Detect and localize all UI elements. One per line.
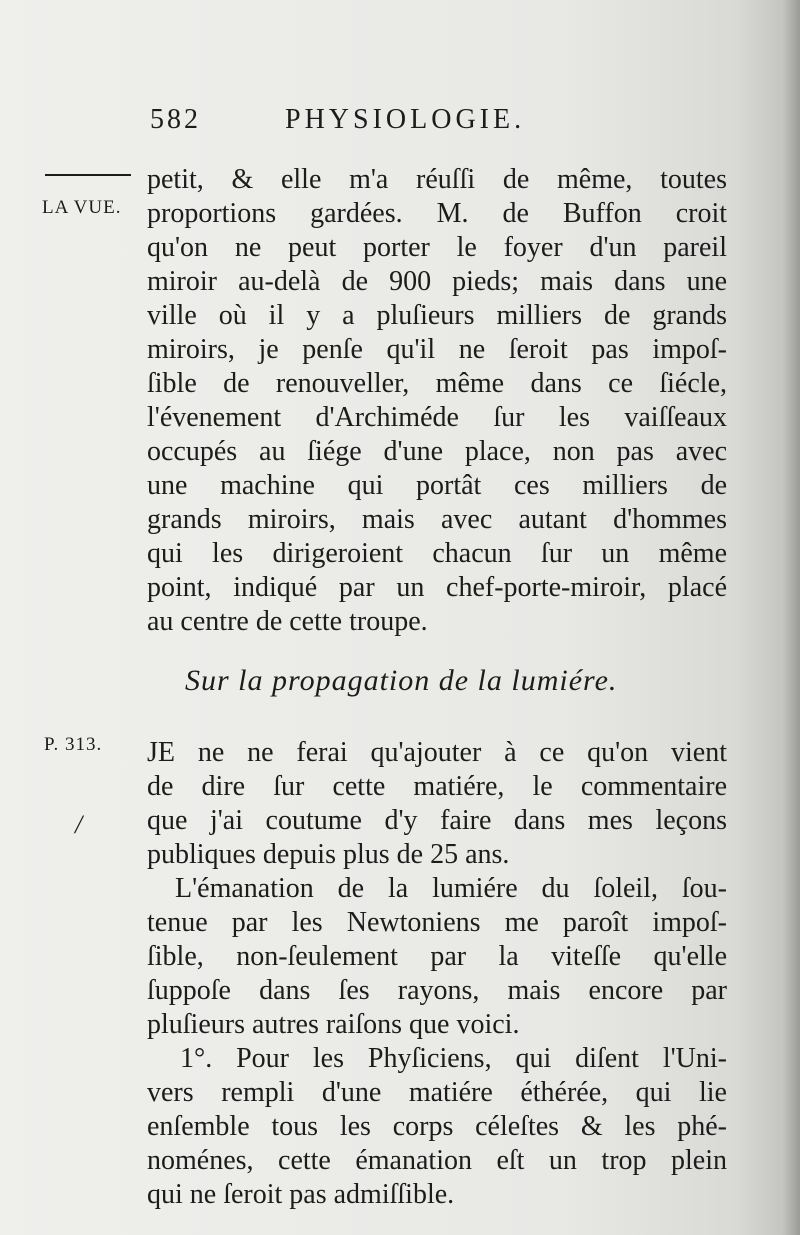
page-edge-shadow [782,0,800,1235]
text-line: noménes, cette émanation eſt un trop plein [147,1145,727,1176]
text-line: publiques depuis plus de 25 ans. [147,839,510,870]
text-line: point, indiqué par un chef-porte-miroir, placé [147,572,727,603]
margin-note-section: LA VUE. [42,197,122,218]
text-line: tenue par les Newtoniens me paroît impoſ- [147,907,727,938]
text-line: JE ne ne ferai qu'ajouter à ce qu'on vient [147,737,727,768]
page-number: 582 [150,104,201,135]
text-line: vers rempli d'une matiére éthérée, qui lie [147,1077,727,1108]
text-line: au centre de cette troupe. [147,606,428,637]
text-line: une machine qui portât ces milliers de [147,470,727,501]
text-line: de dire ſur cette matiére, le commentaire [147,771,727,802]
text-line: miroirs, je penſe qu'il ne ſeroit pas impoſ- [147,334,727,365]
text-line: qu'on ne peut porter le foyer d'un pareil [147,232,727,263]
margin-pen-mark: / [75,810,84,839]
text-line: qui ne ſeroit pas admiſſible. [147,1179,455,1210]
text-line: que j'ai coutume d'y faire dans mes leçons [147,805,727,836]
margin-note-reference: P. 313. [44,734,103,755]
text-line: occupés au ſiége d'une place, non pas avec [147,436,727,467]
text-line: petit, & elle m'a réuſſi de même, toutes [147,164,727,195]
text-line: ſuppoſe dans ſes rayons, mais encore par [147,975,727,1006]
section-rule [45,174,131,176]
text-line: pluſieurs autres raiſons que voici. [147,1009,520,1040]
text-line: enſemble tous les corps céleſtes & les phé- [147,1111,727,1142]
text-line: ville où il y a pluſieurs milliers de grands [147,300,727,331]
text-line: miroir au-delà de 900 pieds; mais dans une [147,266,727,297]
text-line: ſible, non-ſeulement par la viteſſe qu'elle [147,941,727,972]
text-line: ſible de renouveller, même dans ce ſiécle, [147,368,727,399]
text-line: L'émanation de la lumiére du ſoleil, ſou- [175,873,727,904]
running-title: PHYSIOLOGIE. [285,104,526,135]
text-line: l'évenement d'Archiméde ſur les vaiſſeaux [147,402,727,433]
text-line: proportions gardées. M. de Buffon croit [147,198,727,229]
running-head [150,100,720,140]
text-line: qui les dirigeroient chacun ſur un même [147,538,727,569]
section-heading: Sur la propagation de la lumiére. [185,664,618,697]
text-line: grands miroirs, mais avec autant d'hommes [147,504,727,535]
text-line: 1°. Pour les Phyſiciens, qui diſent l'Uni- [180,1043,727,1074]
